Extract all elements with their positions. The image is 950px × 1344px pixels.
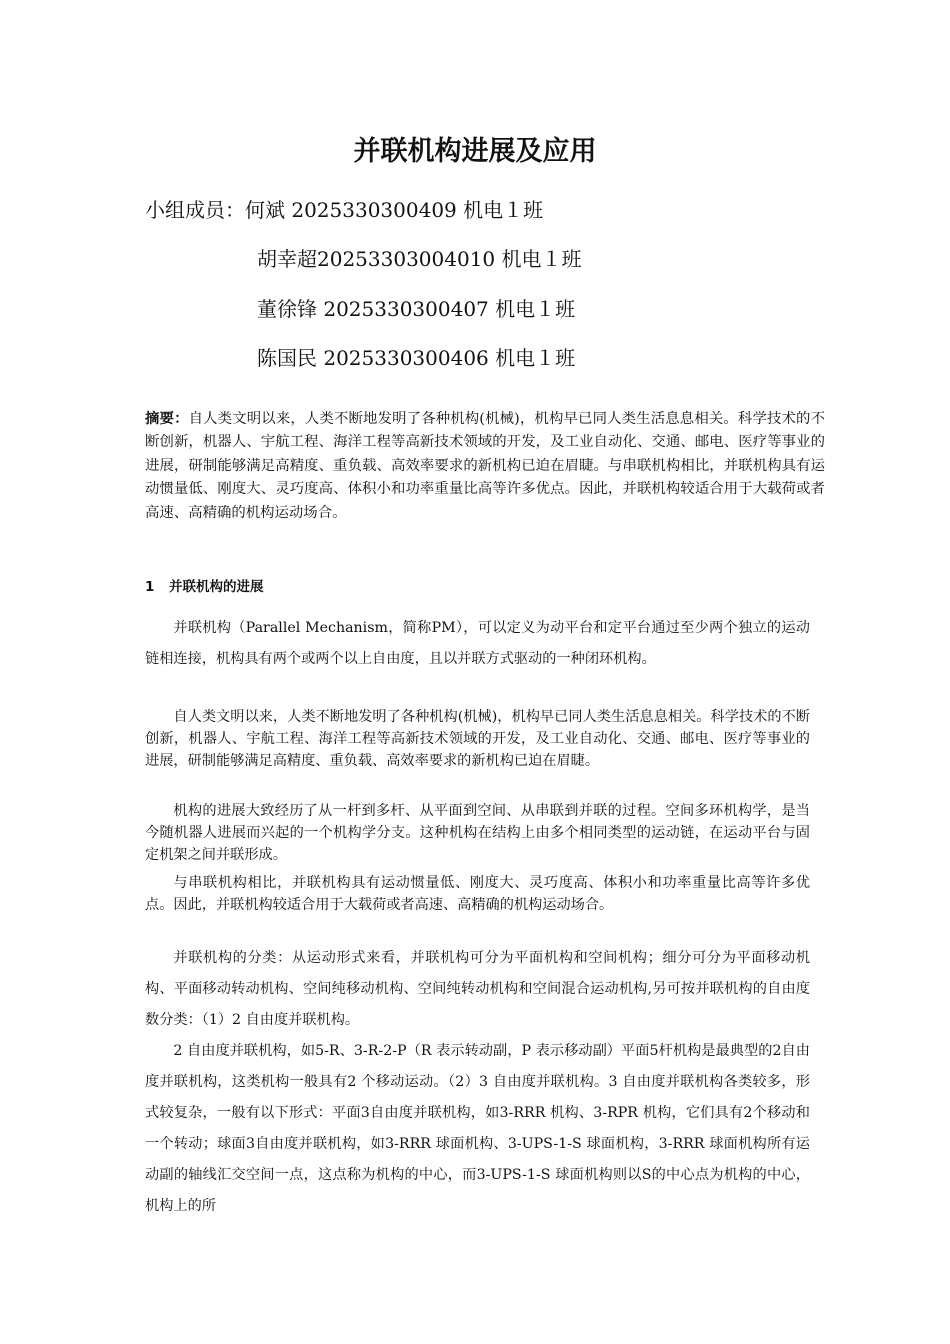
- section-title: 并联机构的进展: [169, 579, 264, 595]
- members-label: 小组成员：: [145, 198, 245, 222]
- paragraph-dof: 2 自由度并联机构，如5-R、3-R-2-P（R 表示转动副，P 表示移动副）平面5杆机构是最典型的2自由度并联机构，这类机构一般具有2 个移动运动。（2）3 自由度并联机构。3 自由度并联机构各类较多，形式较复杂，一般有以下形式：平面3自由度并联机构，如3-RRR 机构、3-RPR 机构，它们具有2个移动和一个转动；球面3自由度并联机构，如3-RRR 球面机构、3-UPS-1-S 球面机构，3-RRR 球面机构所有运动副的轴线汇交空间一点，这点称为机构的中心，而3-UPS-1-S 球面机构则以S的中心点为机构的中心，机构上的所: [145, 1043, 810, 1214]
- member-entry: 董徐锋 2025330300407 机电１班: [257, 297, 576, 321]
- abstract-block: [145, 408, 825, 525]
- member-row-3: [257, 295, 575, 323]
- document-title: 并联机构进展及应用: [353, 136, 597, 167]
- member-row-1: [145, 196, 543, 224]
- abstract-text: 自人类文明以来，人类不断地发明了各种机构(机械)，机构早已同人类生活息息相关。科学技术的不断创新，机器人、宇航工程、海洋工程等高新技术领域的开发，及工业自动化、交通、邮电、医疗等事业的进展，研制能够满足高精度、重负载、高效率要求的新机构已迫在眉睫。与串联机构相比，并联机构具有运动惯量低、刚度大、灵巧度高、体积小和功率重量比高等许多优点。因此，并联机构较适合用于大载荷或者高速、高精确的机构运动场合。: [145, 411, 825, 521]
- member-entry: 陈国民 2025330300406 机电１班: [257, 346, 576, 370]
- paragraph-development: 机构的进展大致经历了从一杆到多杆、从平面到空间、从串联到并联的过程。空间多环机构学，是当今随机器人进展而兴起的一个机构学分支。这种机构在结构上由多个相同类型的运动链，在运动平台与固定机架之间并联形成。: [145, 803, 810, 864]
- paragraph-advantages: 与串联机构相比，并联机构具有运动惯量低、刚度大、灵巧度高、体积小和功率重量比高等许多优点。因此，并联机构较适合用于大载荷或者高速、高精确的机构运动场合。: [145, 875, 810, 914]
- paragraph-history: 自人类文明以来，人类不断地发明了各种机构(机械)，机构早已同人类生活息息相关。科学技术的不断创新，机器人、宇航工程、海洋工程等高新技术领域的开发，及工业自动化、交通、邮电、医疗等事业的进展，研制能够满足高精度、重负载、高效率要求的新机构已迫在眉睫。: [145, 709, 810, 770]
- paragraph-definition: 并联机构（Parallel Mechanism，简称PM），可以定义为动平台和定平台通过至少两个独立的运动链相连接，机构具有两个或两个以上自由度，且以并联方式驱动的一种闭环机构。: [145, 620, 810, 667]
- member-entry: 何斌 2025330300409 机电１班: [245, 198, 544, 222]
- abstract-label: 摘要：: [145, 411, 189, 427]
- member-row-4: [257, 344, 575, 372]
- section-number: 1: [145, 579, 155, 595]
- section-heading: [145, 576, 264, 598]
- member-row-2: [257, 245, 582, 273]
- paragraph-classification: 并联机构的分类：从运动形式来看，并联机构可分为平面机构和空间机构；细分可分为平面移动机构、平面移动转动机构、空间纯移动机构、空间纯转动机构和空间混合运动机构,另可按并联机构的自由度数分类：（1）2 自由度并联机构。: [145, 950, 810, 1028]
- member-entry: 胡幸超20253303004010 机电１班: [257, 247, 582, 271]
